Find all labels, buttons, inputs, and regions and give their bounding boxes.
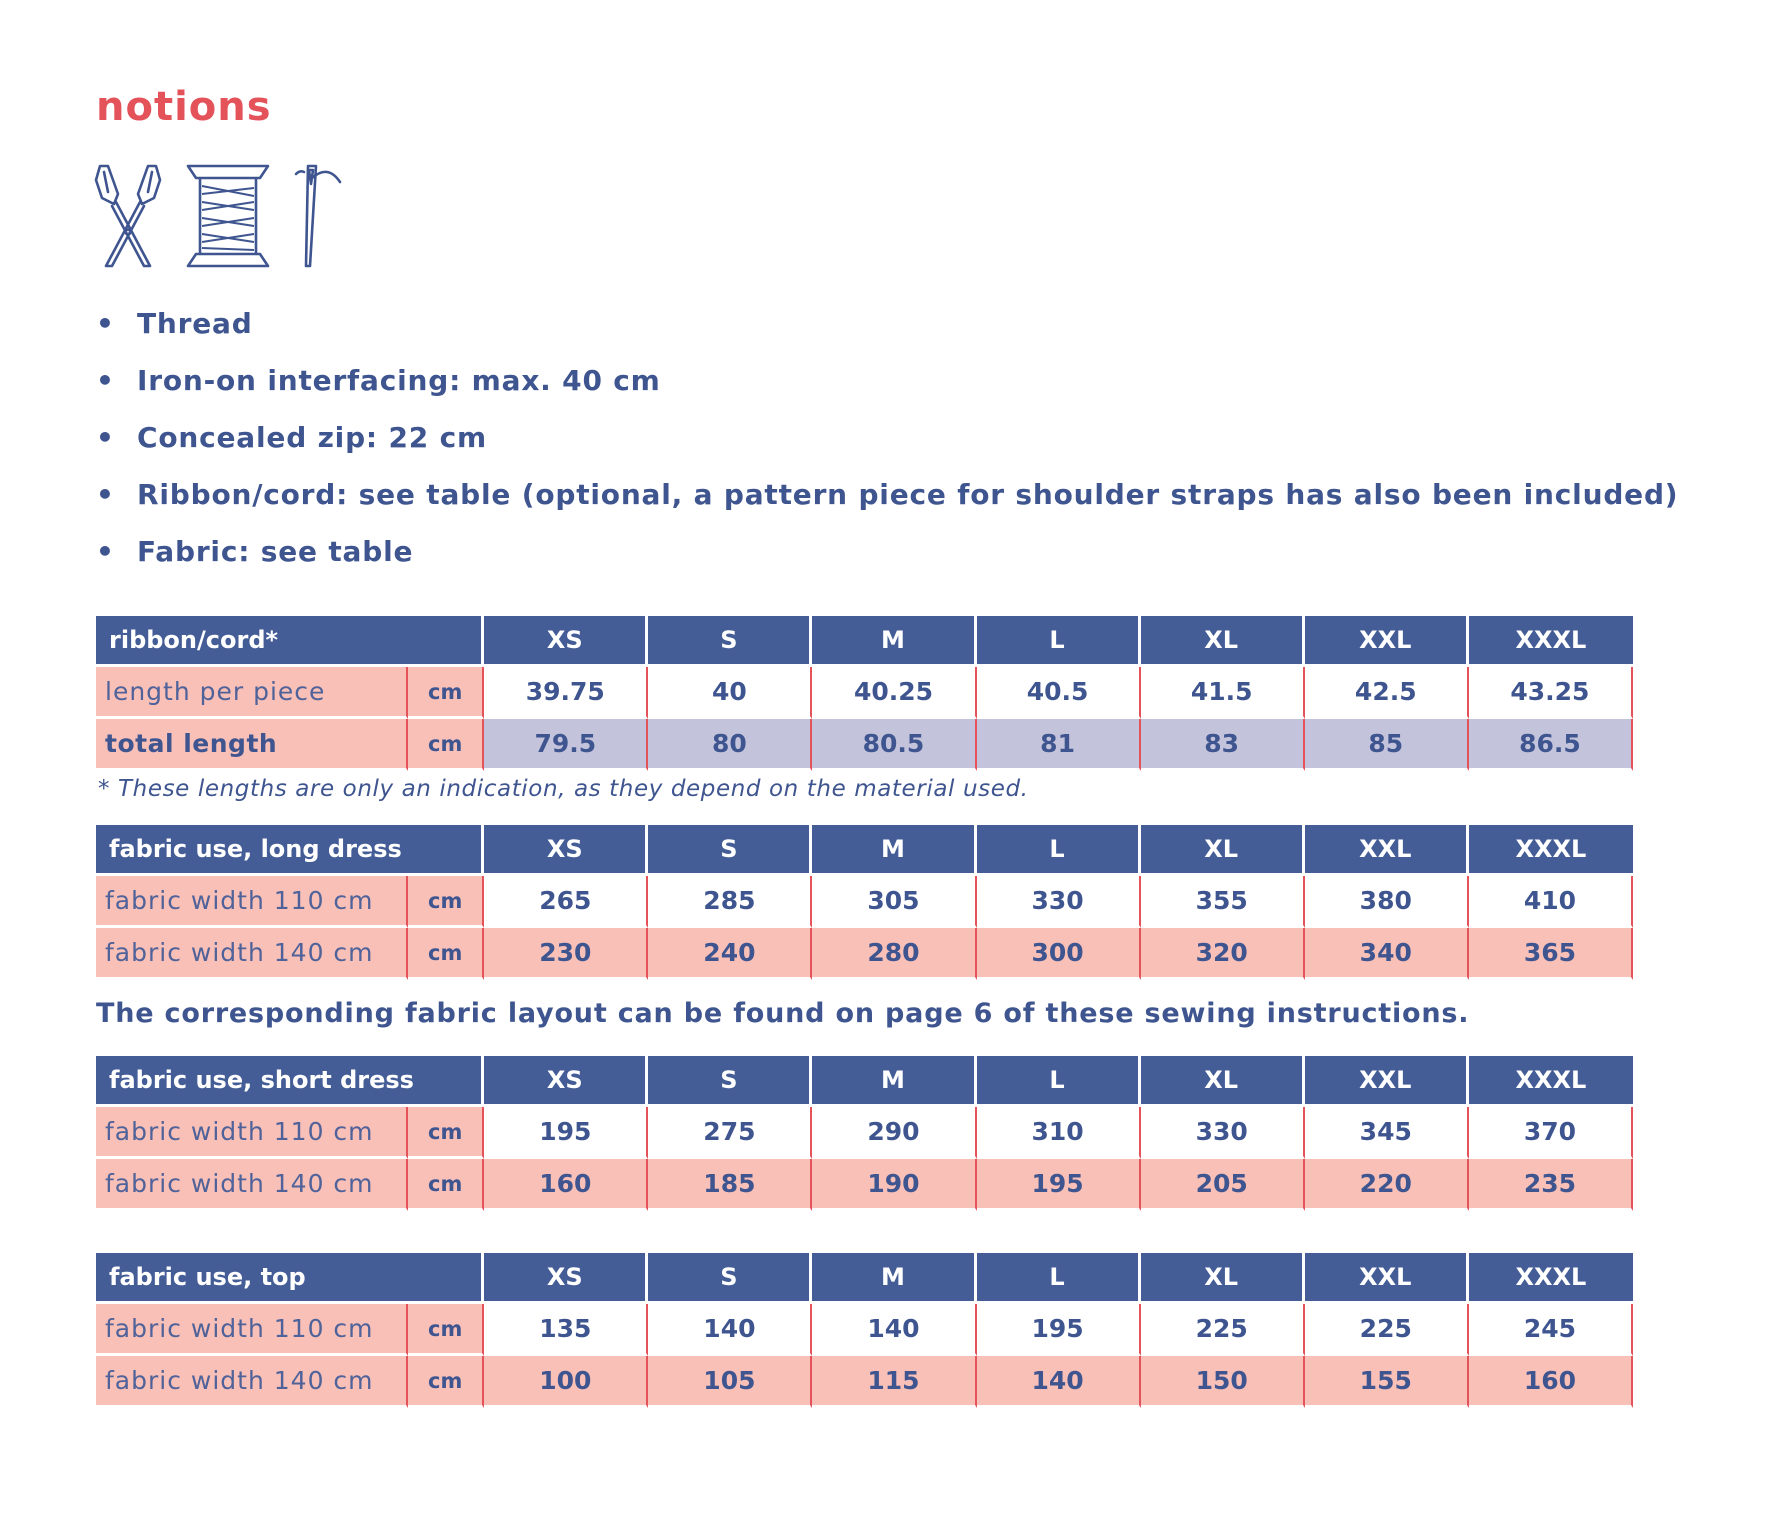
bullet: • xyxy=(96,478,115,511)
thread-spool-icon xyxy=(186,164,270,268)
value-cell: 275 xyxy=(648,1107,812,1159)
value-cell: 85 xyxy=(1305,719,1469,771)
value-cell: 80 xyxy=(648,719,812,771)
row-unit: cm xyxy=(408,1304,484,1356)
row-label: fabric width 140 cm xyxy=(96,928,408,980)
value-cell: 115 xyxy=(812,1356,976,1408)
value-cell: 195 xyxy=(977,1304,1141,1356)
value-cell: 365 xyxy=(1469,928,1633,980)
size-header: M xyxy=(812,616,976,667)
size-header: L xyxy=(977,616,1141,667)
ribbon-footnote: * These lengths are only an indication, as they depend on the material used. xyxy=(98,776,1029,802)
row-label: total length xyxy=(96,719,408,771)
row-label: fabric width 110 cm xyxy=(96,876,408,928)
value-cell: 40.25 xyxy=(812,667,976,719)
value-cell: 160 xyxy=(484,1159,648,1211)
table-title: ribbon/cord* xyxy=(96,616,484,667)
value-cell: 410 xyxy=(1469,876,1633,928)
table-row xyxy=(96,1107,1633,1159)
bullet: • xyxy=(96,307,115,340)
value-cell: 195 xyxy=(977,1159,1141,1211)
value-cell: 83 xyxy=(1141,719,1305,771)
notion-thread: • Thread xyxy=(96,300,1678,357)
value-cell: 42.5 xyxy=(1305,667,1469,719)
size-header: L xyxy=(977,825,1141,876)
row-label: fabric width 110 cm xyxy=(96,1107,408,1159)
value-cell: 40.5 xyxy=(977,667,1141,719)
value-cell: 40 xyxy=(648,667,812,719)
notion-ribbon: • Ribbon/cord: see table (optional, a pattern piece for shoulder straps has also been included) xyxy=(96,471,1678,528)
top-table xyxy=(96,1253,1633,1408)
value-cell: 79.5 xyxy=(484,719,648,771)
value-cell: 135 xyxy=(484,1304,648,1356)
table-header xyxy=(96,616,1633,667)
size-header: XS xyxy=(484,1056,648,1107)
value-cell: 81 xyxy=(977,719,1141,771)
value-cell: 280 xyxy=(812,928,976,980)
size-header: XL xyxy=(1141,1253,1305,1304)
value-cell: 355 xyxy=(1141,876,1305,928)
size-header: XL xyxy=(1141,825,1305,876)
value-cell: 41.5 xyxy=(1141,667,1305,719)
size-header: XS xyxy=(484,1253,648,1304)
size-header: L xyxy=(977,1253,1141,1304)
size-header: XS xyxy=(484,825,648,876)
table-row xyxy=(96,1356,1633,1408)
row-unit: cm xyxy=(408,928,484,980)
size-header: S xyxy=(648,616,812,667)
value-cell: 220 xyxy=(1305,1159,1469,1211)
bullet: • xyxy=(96,535,115,568)
value-cell: 265 xyxy=(484,876,648,928)
notion-fabric: • Fabric: see table xyxy=(96,528,1678,585)
value-cell: 245 xyxy=(1469,1304,1633,1356)
value-cell: 160 xyxy=(1469,1356,1633,1408)
value-cell: 290 xyxy=(812,1107,976,1159)
size-header: S xyxy=(648,1056,812,1107)
bullet: • xyxy=(96,364,115,397)
fabric-layout-note: The corresponding fabric layout can be found on page 6 of these sewing instructions. xyxy=(96,998,1470,1029)
size-header: XXXL xyxy=(1469,1253,1633,1304)
value-cell: 380 xyxy=(1305,876,1469,928)
table-row xyxy=(96,1304,1633,1356)
row-label: fabric width 110 cm xyxy=(96,1304,408,1356)
value-cell: 195 xyxy=(484,1107,648,1159)
row-unit: cm xyxy=(408,667,484,719)
notion-zip: • Concealed zip: 22 cm xyxy=(96,414,1678,471)
short-dress-table xyxy=(96,1056,1633,1211)
value-cell: 340 xyxy=(1305,928,1469,980)
size-header: S xyxy=(648,1253,812,1304)
value-cell: 43.25 xyxy=(1469,667,1633,719)
size-header: XXL xyxy=(1305,1253,1469,1304)
value-cell: 225 xyxy=(1305,1304,1469,1356)
size-header: M xyxy=(812,1056,976,1107)
table-row xyxy=(96,1159,1633,1211)
value-cell: 86.5 xyxy=(1469,719,1633,771)
value-cell: 150 xyxy=(1141,1356,1305,1408)
size-header: XXL xyxy=(1305,1056,1469,1107)
row-unit: cm xyxy=(408,1159,484,1211)
long-dress-table xyxy=(96,825,1633,980)
value-cell: 310 xyxy=(977,1107,1141,1159)
value-cell: 225 xyxy=(1141,1304,1305,1356)
table-row xyxy=(96,876,1633,928)
value-cell: 285 xyxy=(648,876,812,928)
size-header: S xyxy=(648,825,812,876)
value-cell: 370 xyxy=(1469,1107,1633,1159)
size-header: XXL xyxy=(1305,825,1469,876)
row-unit: cm xyxy=(408,1107,484,1159)
table-title: fabric use, short dress xyxy=(96,1056,484,1107)
size-header: M xyxy=(812,1253,976,1304)
row-label: length per piece xyxy=(96,667,408,719)
value-cell: 305 xyxy=(812,876,976,928)
section-heading: notions xyxy=(96,84,272,130)
row-unit: cm xyxy=(408,1356,484,1408)
notion-interfacing: • Iron-on interfacing: max. 40 cm xyxy=(96,357,1678,414)
table-row xyxy=(96,928,1633,980)
value-cell: 320 xyxy=(1141,928,1305,980)
value-cell: 190 xyxy=(812,1159,976,1211)
needle-icon xyxy=(294,164,344,268)
row-label: fabric width 140 cm xyxy=(96,1356,408,1408)
notions-list xyxy=(96,300,1678,585)
scissors-icon xyxy=(94,164,162,268)
value-cell: 230 xyxy=(484,928,648,980)
value-cell: 39.75 xyxy=(484,667,648,719)
row-unit: cm xyxy=(408,876,484,928)
table-row xyxy=(96,667,1633,719)
value-cell: 80.5 xyxy=(812,719,976,771)
value-cell: 155 xyxy=(1305,1356,1469,1408)
ribbon-table xyxy=(96,616,1633,771)
value-cell: 240 xyxy=(648,928,812,980)
value-cell: 100 xyxy=(484,1356,648,1408)
value-cell: 205 xyxy=(1141,1159,1305,1211)
table-header xyxy=(96,1253,1633,1304)
bullet: • xyxy=(96,421,115,454)
value-cell: 105 xyxy=(648,1356,812,1408)
value-cell: 235 xyxy=(1469,1159,1633,1211)
size-header: L xyxy=(977,1056,1141,1107)
table-title: fabric use, top xyxy=(96,1253,484,1304)
size-header: XXL xyxy=(1305,616,1469,667)
table-title: fabric use, long dress xyxy=(96,825,484,876)
value-cell: 330 xyxy=(977,876,1141,928)
value-cell: 140 xyxy=(812,1304,976,1356)
table-header xyxy=(96,825,1633,876)
size-header: XL xyxy=(1141,616,1305,667)
value-cell: 300 xyxy=(977,928,1141,980)
value-cell: 345 xyxy=(1305,1107,1469,1159)
value-cell: 140 xyxy=(977,1356,1141,1408)
value-cell: 140 xyxy=(648,1304,812,1356)
size-header: XXXL xyxy=(1469,616,1633,667)
size-header: XXXL xyxy=(1469,1056,1633,1107)
size-header: XXXL xyxy=(1469,825,1633,876)
value-cell: 185 xyxy=(648,1159,812,1211)
size-header: XL xyxy=(1141,1056,1305,1107)
table-header xyxy=(96,1056,1633,1107)
table-row xyxy=(96,719,1633,771)
size-header: M xyxy=(812,825,976,876)
row-label: fabric width 140 cm xyxy=(96,1159,408,1211)
size-header: XS xyxy=(484,616,648,667)
row-unit: cm xyxy=(408,719,484,771)
value-cell: 330 xyxy=(1141,1107,1305,1159)
